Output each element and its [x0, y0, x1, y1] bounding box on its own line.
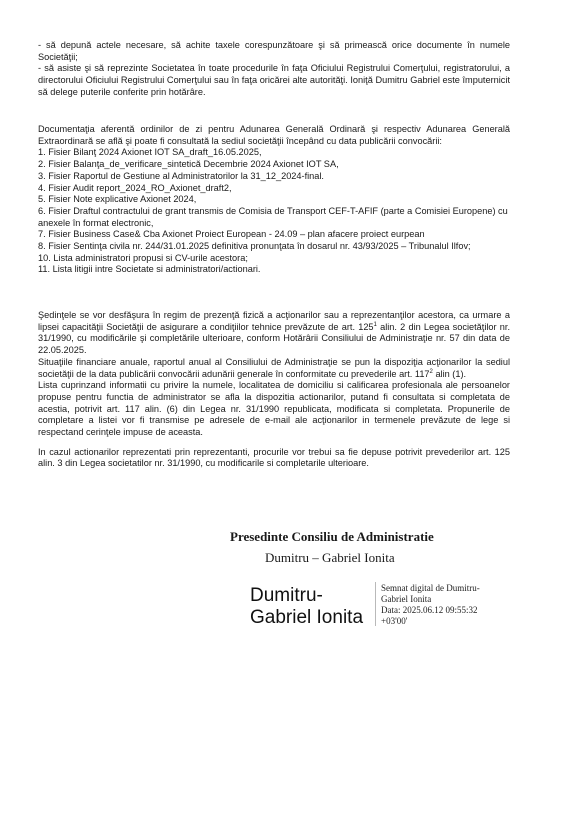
signature-info-line: Gabriel Ionita [381, 594, 432, 604]
sessions-paragraph-1 [38, 310, 510, 357]
digital-signature-name-line: Dumitru- [250, 585, 323, 606]
documentation-item: 7. Fisier Business Case& Cba Axionet Proiect European - 24.09 – plan afacere proiect eurpean [38, 229, 425, 240]
documentation-paragraph: Documentaţia aferentă ordinilor de zi pentru Adunarea Generală Ordinară şi respectiv Adunarea Generală Extraordinară se află şi poate fi consultată la sediul societăţii începând cu data publicării convocării: [38, 124, 510, 146]
documentation-item: 4. Fisier Audit report_2024_RO_Axionet_draft2, [38, 182, 232, 193]
documentation-item: 1. Fisier Bilanţ 2024 Axionet IOT SA_draft_16.05.2025, [38, 147, 262, 158]
sessions-section [38, 310, 510, 470]
documentation-section [38, 124, 510, 276]
digital-signature-info [381, 583, 480, 627]
signature-info-line: Semnat digital de Dumitru- [381, 583, 480, 593]
digital-signature-name [250, 585, 380, 629]
signature-divider [375, 582, 376, 626]
intro-bullet-1: - să depună actele necesare, să achite taxele corespunzătoare şi să primească orice documente în numele Societăţii; [38, 40, 510, 62]
sessions-paragraph-3: Lista cuprinzand informatii cu privire la numele, localitatea de domiciliu si calificarea profesionala ale persoanelor propuse pentru functia de administrator se afla la dispozitia actionarilor, putand fi consultata si completata de acestia, potrivit art. 117 alin. (6) din Legea nr. 31/1990 republicata, modificata si completata. Propunerile de completare a listei vor fi transmise pe adresele de e-mail ale acţionarilor in termenele prevăzute de lege si respectand cerinţele impuse de aceasta. [38, 380, 510, 438]
documentation-item: 10. Lista administratori propusi si CV-urile acestora; [38, 252, 248, 263]
signature-info-line: +03'00' [381, 616, 408, 626]
intro-section [38, 40, 510, 99]
footnote-ref: 2 [429, 368, 433, 375]
signature-name: Dumitru – Gabriel Ionita [265, 550, 395, 565]
footnote-ref: 1 [373, 321, 377, 328]
sessions-p2-text: Situaţiile financiare anuale, raportul anual al Consiliului de Administraţie se pun la dispoziţia acţionarilor la sediul societăţii de la data publicării convocării adunării generale în conformitate cu prevederile art. 117 [38, 356, 510, 379]
sessions-p1-text-end: alin. 2 din Legea societăţilor nr. 31/1990, cu modificările şi completările ulterioare, conform Hotărârii Consiliului de Administraţie nr. 57 din data de 22.05.2025. [38, 321, 511, 356]
documentation-item: 8. Fisier Sentinţa civila nr. 244/31.01.2025 definitiva pronunţata în dosarul nr. 43/93/2025 – Tribunalul Ilfov; [38, 241, 471, 252]
signature-title: Presedinte Consiliu de Administratie [230, 529, 434, 544]
intro-bullet-2: - să asiste şi să reprezinte Societatea în toate procedurile în faţa Oficiului Registrului Comerţului, registratorului, a directorului Oficiului Registrului Comerţului sau în faţa oricărei alte autorităţi. Ioniţă Dumitru Gabriel este împuternicit să delege puterile conferite prin hotărâre. [38, 63, 510, 97]
documentation-item: 3. Fisier Raportul de Gestiune al Administratorilor la 31_12_2024-final. [38, 170, 324, 181]
sessions-paragraph-4: In cazul actionarilor reprezentati prin reprezentanti, procurile vor trebui sa fie depuse potrivit prevederilor art. 125 alin. 3 din Legea societatilor nr. 31/1990, cu modificarile si completarile ulterioare. [38, 446, 510, 469]
sessions-paragraph-2 [38, 357, 510, 380]
documentation-item: 5. Fisier Note explicative Axionet 2024, [38, 194, 197, 205]
signature-info-line: Data: 2025.06.12 09:55:32 [381, 605, 478, 615]
sessions-p1-text: Şedinţele se vor desfăşura în regim de prezenţă fizică a acţionarilor sau a reprezentanţilor acestora, ca urmare a lipsei capacităţii Societăţii de asigurare a condiţiilor tehnice prevăzute de art. 125 [38, 310, 510, 332]
sessions-p2-text-end: alin (1). [432, 368, 467, 379]
documentation-item: 11. Lista litigii intre Societate si administratori/actionari. [38, 264, 261, 275]
documentation-item: 6. Fisier Draftul contractului de grant transmis de Comisia de Transport CEF-T-AFIF (parte a Comisiei Europene) cu anexele în format electronic, [38, 205, 508, 228]
documentation-item: 2. Fisier Balanţa_de_verificare_sintetică Decembrie 2024 Axionet IOT SA, [38, 159, 339, 170]
digital-signature-name-line: Gabriel Ionita [250, 607, 364, 628]
